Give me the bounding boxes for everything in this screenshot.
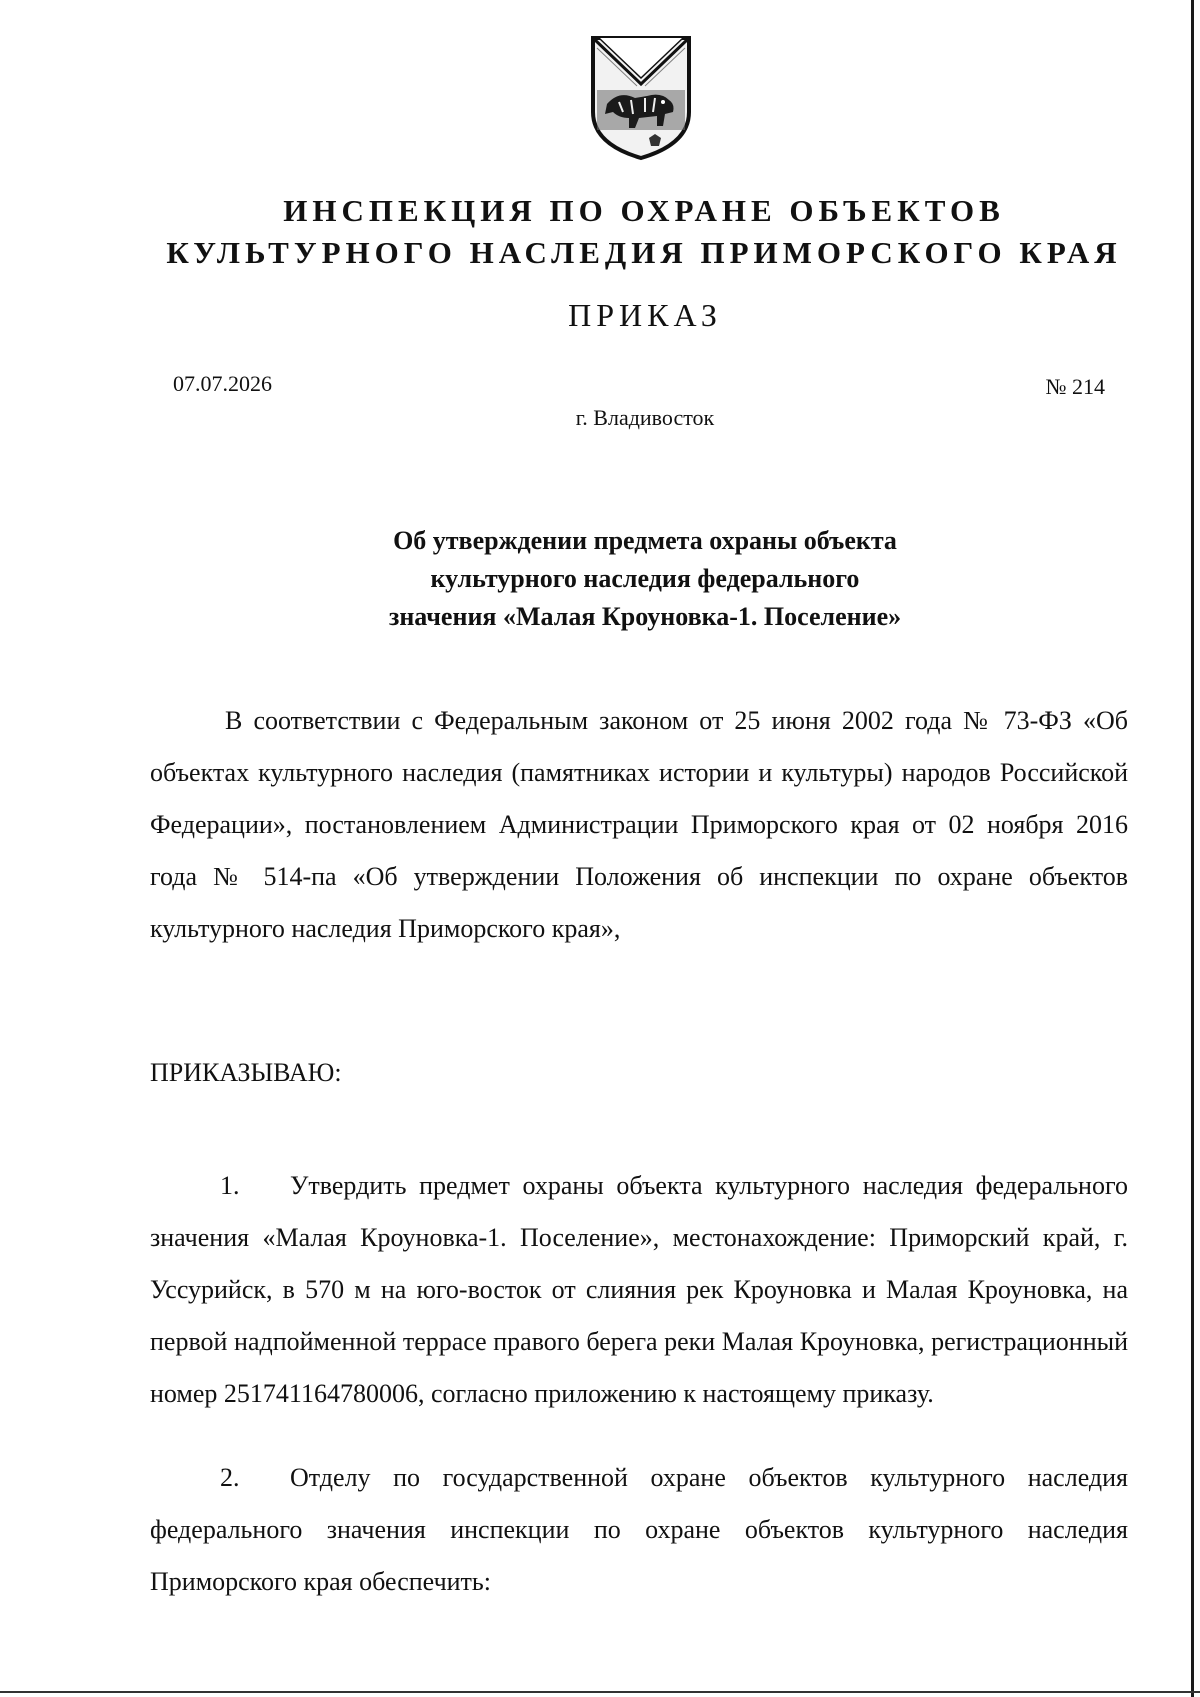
order-item-1 [150,1160,1128,1420]
subject-line3: значения «Малая Кроуновка-1. Поселение» [388,602,902,631]
coat-of-arms-icon [589,34,693,162]
document-date: 07.07.2026 [173,371,272,396]
document-type-title: ПРИКАЗ [568,297,722,333]
preamble-paragraph: В соответствии с Федеральным законом от 25 июня 2002 года № 73-ФЗ «Об объектах культурного наследия (памятниках истории и культуры) народов Российской Федерации», постановлением Администрации Приморского края от 02 ноября 2016 года № 514-па «Об утверждении Положения об инспекции по охране объектов культурного наследия Приморского края», [150,706,1128,943]
order-item-2-text: Отделу по государственной охране объектов культурного наследия федерального значения инспекции по охране объектов культурного наследия Приморского края обеспечить: [150,1463,1128,1596]
order-item-1-number: 1. [220,1171,240,1200]
subject-line2: культурного наследия федерального [430,564,860,593]
order-directive-word: ПРИКАЗЫВАЮ: [150,1058,342,1087]
subject-line1: Об утверждении предмета охраны объекта [393,526,897,555]
document-number: № 214 [1045,374,1105,399]
order-item-1-text: Утвердить предмет охраны объекта культурного наследия федерального значения «Малая Кроуновка-1. Поселение», местонахождение: Приморский край, г. Уссурийск, в 570 м на юго-восток от слияния рек Кроуновка и Малая Кроуновка, на первой надпойменной террасе правого берега реки Малая Кроуновка, регистрационный номер 251741164780006, согласно приложению к настоящему приказу. [150,1171,1128,1408]
scan-edge-bottom [0,1691,1200,1693]
document-city: г. Владивосток [575,405,715,430]
order-item-2 [150,1452,1128,1608]
organization-name-line1: ИНСПЕКЦИЯ ПО ОХРАНЕ ОБЪЕКТОВ [283,193,1005,228]
order-item-2-number: 2. [220,1463,240,1492]
document-subject [0,522,1200,636]
organization-name-line2: КУЛЬТУРНОГО НАСЛЕДИЯ ПРИМОРСКОГО КРАЯ [166,235,1122,270]
